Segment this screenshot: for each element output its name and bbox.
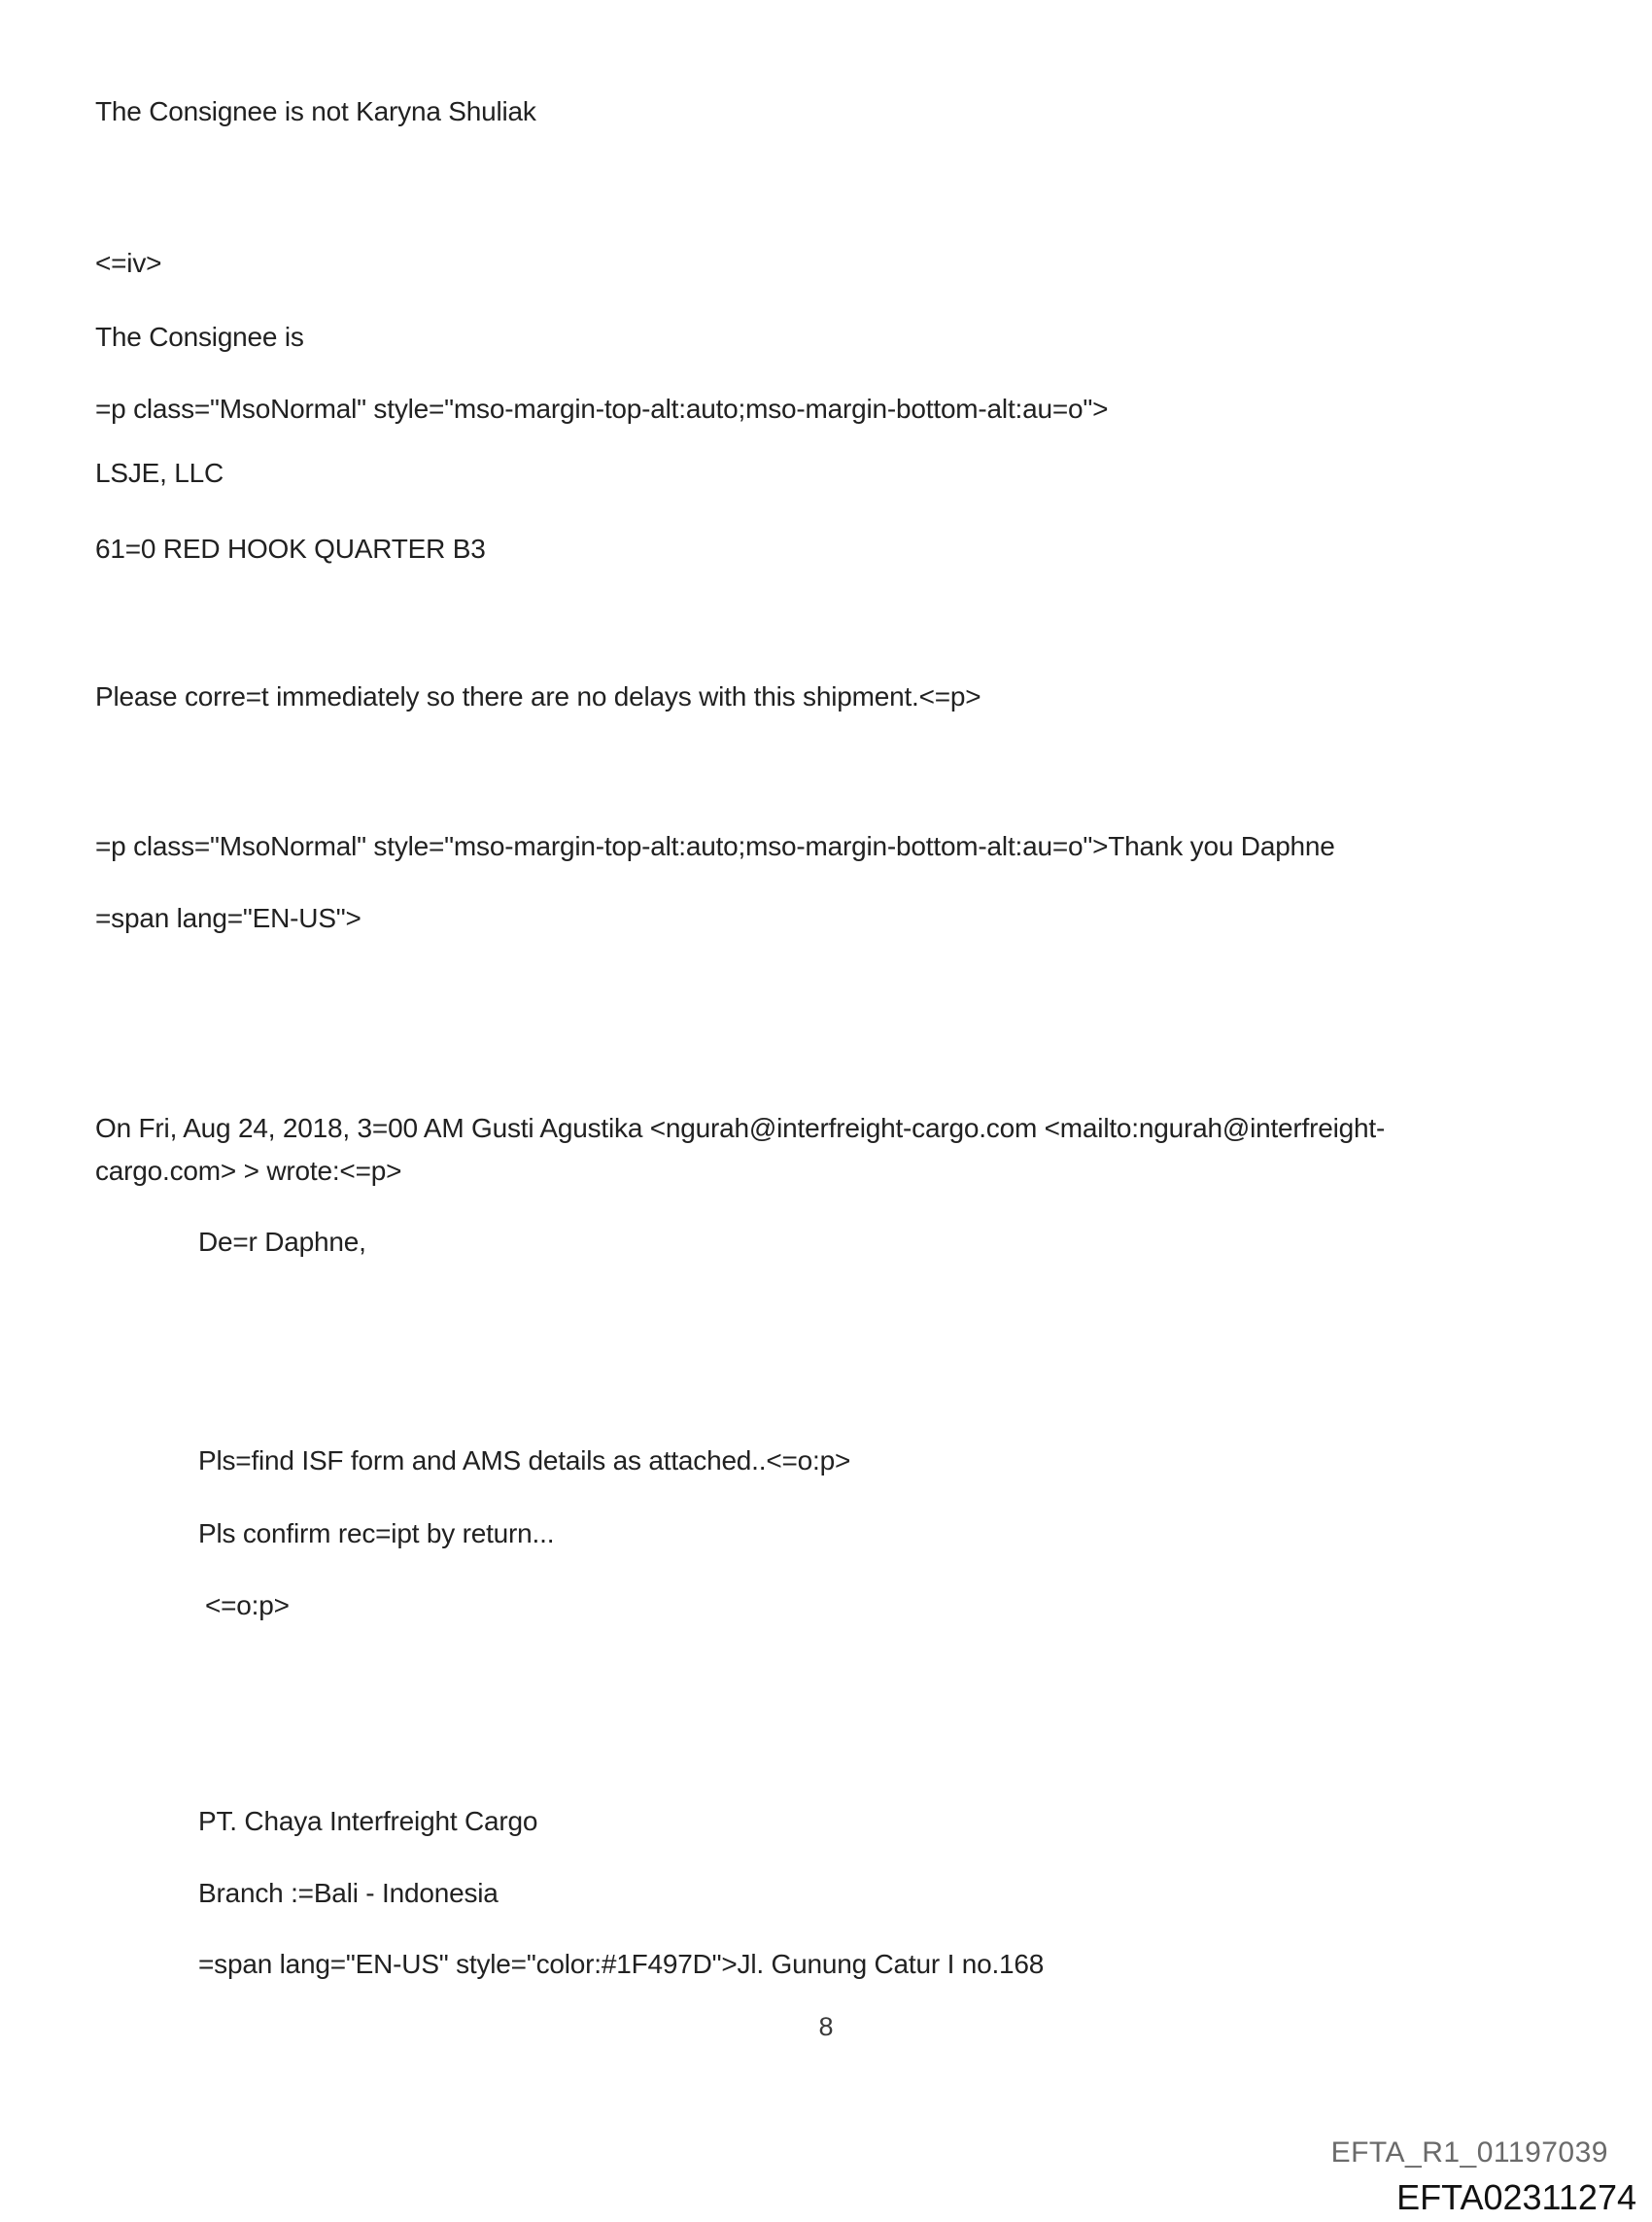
document-line-op-tag: <=o:p> — [205, 1590, 290, 1620]
page-number: 8 — [818, 2012, 834, 2041]
document-line-confirm-receipt: Pls confirm rec=ipt by return... — [198, 1518, 555, 1548]
document-line-div-fragment: <=iv> — [95, 248, 162, 278]
document-line-signature-company: PT. Chaya Interfreight Cargo — [198, 1806, 538, 1836]
document-line-signature-branch: Branch :=Bali - Indonesia — [198, 1878, 499, 1908]
bates-number-production: EFTA_R1_01197039 — [1330, 2136, 1608, 2169]
document-line-correct-request: Please corre=t immediately so there are no delays with this shipment.<=p> — [95, 681, 981, 712]
document-line-span-tag: =span lang="EN-US"> — [95, 903, 361, 933]
document-line-address: 61=0 RED HOOK QUARTER B3 — [95, 534, 486, 564]
document-line-consignee-is: The Consignee is — [95, 322, 304, 352]
document-line-consignee-not: The Consignee is not Karyna Shuliak — [95, 96, 536, 126]
document-line-thank-you: =p class="MsoNormal" style="mso-margin-top-alt:auto;mso-margin-bottom-alt:au=o">Thank you Daphne — [95, 831, 1335, 861]
document-line-signature-street: =span lang="EN-US" style="color:#1F497D">Jl. Gunung Catur I no.168 — [198, 1949, 1045, 1979]
document-line-company-name: LSJE, LLC — [95, 458, 224, 488]
document-line-msonormal-tag: =p class="MsoNormal" style="mso-margin-top-alt:auto;mso-margin-bottom-alt:au=o"> — [95, 394, 1109, 424]
document-line-salutation: De=r Daphne, — [198, 1227, 366, 1257]
bates-number-exhibit: EFTA02311274 — [1396, 2177, 1636, 2217]
document-line-isf-attached: Pls=find ISF form and AMS details as attached..<=o:p> — [198, 1445, 851, 1476]
document-line-reply-header-2: cargo.com> > wrote:<=p> — [95, 1156, 402, 1186]
document-line-reply-header-1: On Fri, Aug 24, 2018, 3=00 AM Gusti Agustika <ngurah@interfreight-cargo.com <mailto:ngurah@interfreight- — [95, 1113, 1386, 1143]
